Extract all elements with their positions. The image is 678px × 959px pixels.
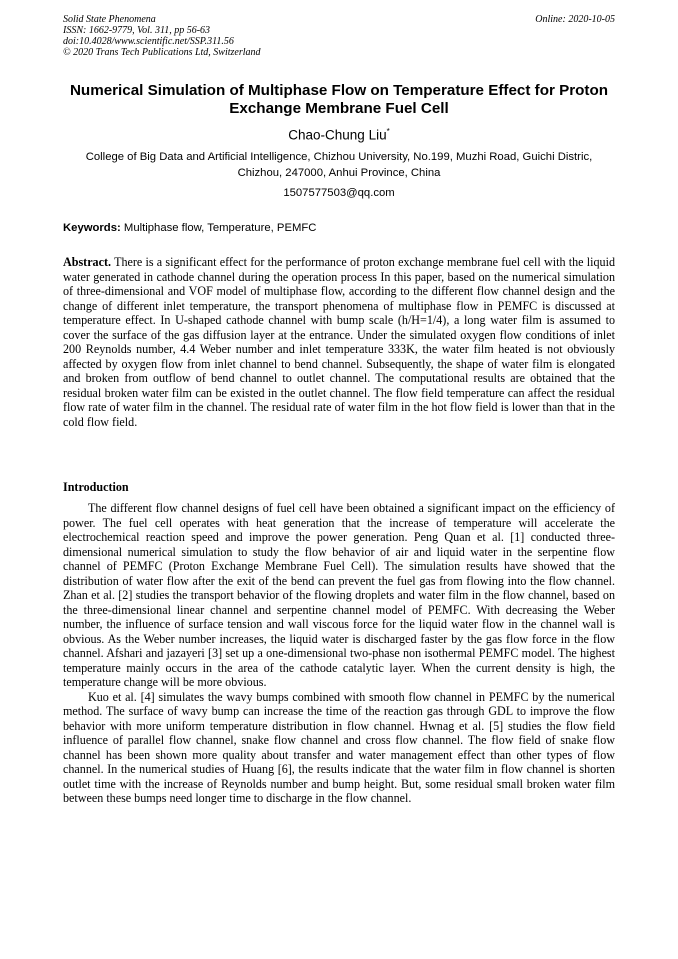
- author-email: 1507577503@qq.com: [283, 187, 395, 199]
- online-date: Online: 2020-10-05: [535, 14, 615, 25]
- keywords-label: Keywords:: [63, 222, 121, 234]
- journal-header: [63, 14, 615, 58]
- issn-line: ISSN: 1662-9779, Vol. 311, pp 56-63: [63, 25, 211, 36]
- journal-name: Solid State Phenomena: [63, 14, 156, 25]
- author-line: [63, 124, 615, 144]
- abstract-label: Abstract.: [63, 255, 112, 269]
- abstract-text: There is a significant effect for the performance of proton exchange membrane fuel cell with the liquid water generated in cathode channel during the operation process In this paper, based on the numerical simulation of three-dimensional and VOF model of multiphase flow, according to the different flow channel design and the change of different inlet temperature, the transport phenomena of multiphase flow in PEMFC is discussed at temperature effect. In U-shaped cathode channel with bump scale (h/H=1/4), a long water film is assumed to cover the surface of the gas diffusion layer at the entrance. Under the simulated oxygen flow conditions of inlet 200 Reynolds number, 4.4 Weber number and inlet temperature 333K, the water film heated is not obviously affected by oxygen flow from inlet channel to bend channel. Subsequently, the shape of water film is elongated and broken from outflow of bend channel to outlet channel. The computational results are obtained that the residual broken water film can be existed in the outlet channel. The flow field temperature can affect the residual flow rate of water film in the channel. The residual rate of water film in the hot flow field is lower than that in the cold flow field.: [63, 255, 615, 429]
- introduction-body: [63, 501, 615, 806]
- intro-paragraph: Kuo et al. [4] simulates the wavy bumps combined with smooth flow channel in PEMFC by the numerical method. The surface of wavy bump can increase the time of the reaction gas through GDL to improve the flow behavior with more uniform temperature distribution in flow channel. Hwnag et al. [5] studies the flow field influence of parallel flow channel, snake flow channel and cross flow channel. The flow field of snake flow channel has been shown more quality about transfer and water management effect than other types of flow channel. In the numerical studies of Huang [6], the results indicate that the water film in flow channel is shorten outlet time with the increase of Reynolds number and bump height. But, some residual small broken water film between these bumps need longer time to discharge in the flow channel.: [63, 689, 615, 805]
- introduction-heading: Introduction: [63, 480, 129, 494]
- keywords-line: [63, 220, 615, 236]
- author-mark: *: [386, 127, 390, 136]
- paper-title: Numerical Simulation of Multiphase Flow on Temperature Effect for Proton Exchange Membrane Fuel Cell: [69, 82, 609, 117]
- keywords-value: Multiphase flow, Temperature, PEMFC: [123, 222, 317, 234]
- intro-paragraph: The different flow channel designs of fuel cell have been obtained a significant impact on the efficiency of power. The fuel cell operates with heat generation that the increase of temperature will accelerate the electrochemical reaction speed and improve the power generation. Peng Quan et al. [1] conducted three-dimensional numerical simulation to study the flow behavior of air and liquid water in the serpentine flow channel of PEMFC (Proton Exchange Membrane Fuel Cell). The simulation results have showed that the distribution of water flow after the exit of the bend can prevent the fuel gas from flowing into the flow channel. Zhan et al. [2] studies the transport behavior of the flowing droplets and water film in the flow channel, based on the three-dimensional linear channel and serpentine channel model of PEMFC. With decreasing the Weber number, the influence of surface tension and wall viscous force for the liquid water flow in the channel wall is obvious. As the Weber number increases, the liquid water is discharged faster by the gas flow force in the flow channel. Afshari and jazayeri [3] set up a one-dimensional two-phase non isothermal PEMFC model. The highest temperature mainly occurs in the area of the cathode catalytic layer. When the current density is high, the temperature change will be more obvious.: [63, 501, 615, 689]
- doi-line: doi:10.4028/www.scientific.net/SSP.311.56: [63, 36, 234, 47]
- affiliation: College of Big Data and Artificial Intelligence, Chizhou University, No.199, Muzhi Road, Guichi Distric, Chizhou, 247000, Anhui Province, China: [85, 151, 593, 179]
- abstract: [63, 255, 615, 429]
- copyright-line: © 2020 Trans Tech Publications Ltd, Switzerland: [63, 47, 261, 58]
- author-name: Chao-Chung Liu: [288, 127, 387, 143]
- journal-info: [63, 14, 261, 58]
